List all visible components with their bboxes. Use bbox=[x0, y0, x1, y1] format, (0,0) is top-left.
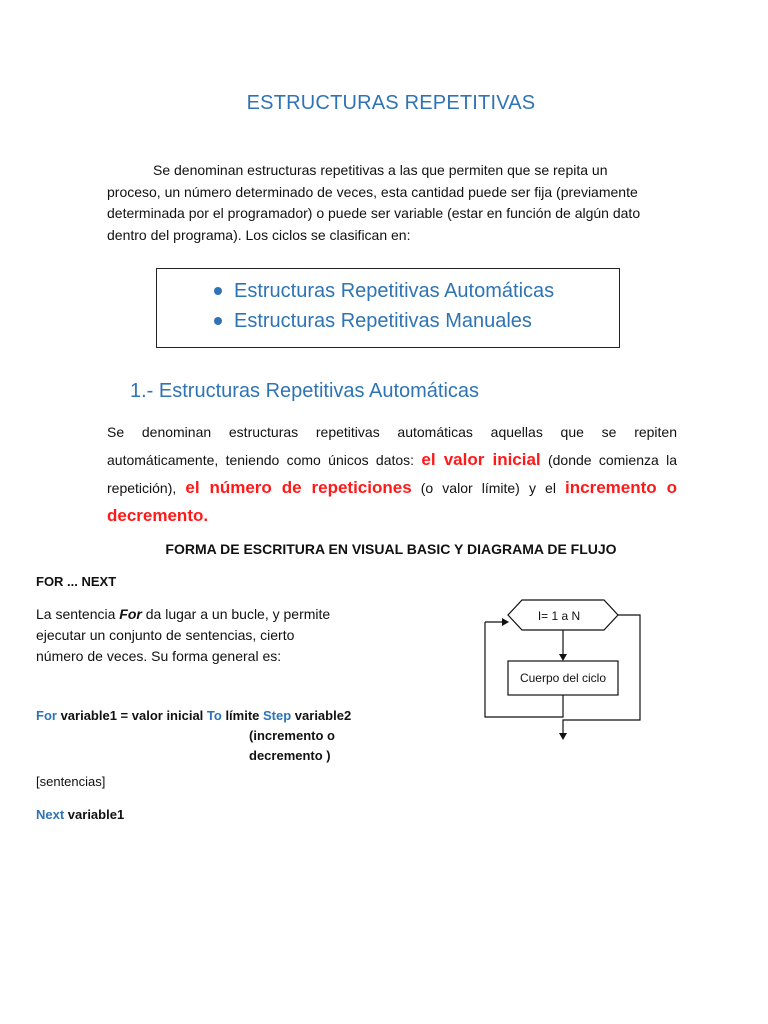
highlight-increment: incremento o decremento. bbox=[107, 478, 677, 525]
para-text: (donde comienza la repetición), bbox=[107, 452, 677, 496]
para-text: (o valor límite) y el bbox=[411, 480, 566, 496]
types-list-item bbox=[214, 276, 554, 306]
syntax-text: variable2 bbox=[291, 708, 352, 723]
sentences-placeholder: [sentencias] bbox=[36, 774, 106, 789]
for-description bbox=[36, 604, 336, 667]
arrow-down-icon bbox=[559, 654, 567, 661]
desc-keyword: For bbox=[119, 606, 142, 622]
types-list-item bbox=[214, 306, 554, 336]
keyword-to: To bbox=[206, 708, 222, 723]
intro-text: Se denominan estructuras repetitivas a las que permiten que se repita un proceso, un número determinado de veces, esta cantidad puede ser fija (previamente determinada por el programador) o puede ser variable (estar en función de algún dato dentro del programa). Los ciclos se clasifican en: bbox=[107, 162, 641, 243]
bullet-icon bbox=[214, 317, 222, 325]
section-paragraph bbox=[107, 418, 677, 530]
loop-label: I= 1 a N bbox=[537, 609, 581, 623]
syntax-line bbox=[36, 706, 351, 726]
flowchart bbox=[470, 590, 650, 750]
desc-text: La sentencia bbox=[36, 606, 120, 622]
syntax-text: límite bbox=[221, 708, 264, 723]
bullet-icon bbox=[214, 287, 222, 295]
arrow-down-icon bbox=[559, 733, 567, 740]
next-line bbox=[36, 807, 124, 822]
types-list bbox=[214, 276, 554, 336]
para-text: Se denominan estructuras repetitivas automáticas aquellas que se repiten automáticamente, teniendo como únicos datos: bbox=[107, 424, 677, 468]
keyword-step: Step bbox=[263, 708, 292, 723]
page-title: ESTRUCTURAS REPETITIVAS bbox=[246, 92, 536, 114]
highlight-initial-value: el valor inicial bbox=[421, 450, 541, 469]
highlight-repetitions: el número de repeticiones bbox=[185, 478, 412, 497]
body-label: Cuerpo del ciclo bbox=[519, 671, 607, 685]
types-box bbox=[156, 268, 620, 348]
syntax-text: variable1 = valor inicial bbox=[56, 708, 207, 723]
for-next-heading: FOR ... NEXT bbox=[36, 574, 117, 589]
intro-paragraph bbox=[107, 160, 657, 246]
syntax-text: variable1 bbox=[64, 807, 125, 822]
syntax-text: (incremento o bbox=[249, 728, 335, 743]
types-item-label: Estructuras Repetitivas Automáticas bbox=[234, 280, 555, 302]
arrow-right-icon bbox=[502, 618, 509, 626]
syntax-text: decremento ) bbox=[249, 748, 331, 763]
keyword-for: For bbox=[36, 708, 57, 723]
subheading: FORMA DE ESCRITURA EN VISUAL BASIC Y DIAGRAMA DE FLUJO bbox=[165, 541, 617, 557]
section-heading: 1.- Estructuras Repetitivas Automáticas bbox=[130, 380, 480, 402]
keyword-next: Next bbox=[36, 807, 65, 822]
syntax-continuation bbox=[249, 726, 335, 766]
types-item-label: Estructuras Repetitivas Manuales bbox=[234, 310, 532, 332]
desc-text: da lugar a un bucle, y permite ejecutar un conjunto de sentencias, cierto número de veces. Su forma general es: bbox=[36, 606, 331, 664]
